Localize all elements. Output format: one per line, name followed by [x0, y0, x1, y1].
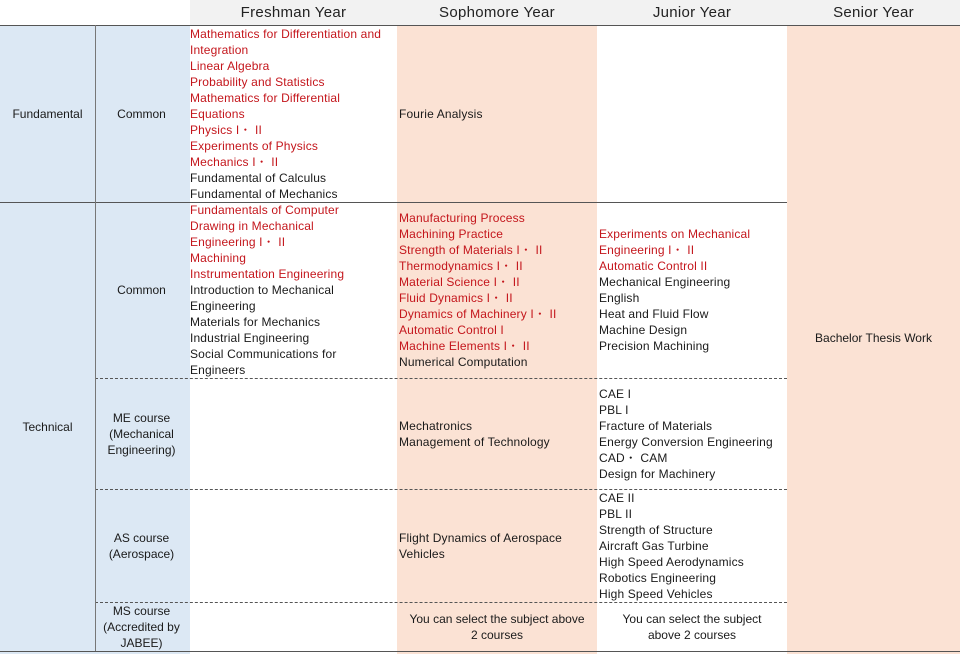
course-subject: Precision Machining — [599, 339, 710, 353]
course-subject: CAD・ CAM — [599, 450, 668, 465]
course-subject: Management of Technology — [399, 434, 550, 449]
course-subject: PBL II — [599, 506, 633, 521]
course-subject: Machine Design — [599, 323, 688, 337]
course-subject: Heat and Fluid Flow — [599, 307, 709, 321]
ms-course-sophomore-note: You can select the subject above 2 courses — [409, 611, 585, 642]
course-subject: Fundamental of Calculus — [190, 170, 327, 185]
course-subject: High Speed Vehicles — [599, 586, 713, 601]
header-freshman: Freshman Year — [190, 0, 397, 25]
course-subject: Engineering I・ II — [599, 243, 695, 257]
course-subject: Material Science I・ II — [399, 275, 520, 289]
course-subject: Manufacturing Process — [399, 211, 525, 225]
course-subject: Mechatronics — [399, 418, 473, 433]
course-subject: Machining — [190, 251, 247, 265]
course-subject: Linear Algebra — [190, 58, 270, 73]
me-course-sophomore — [397, 378, 597, 489]
course-subject: Introduction to Mechanical — [190, 283, 334, 297]
course-subject: Thermodynamics I・ II — [399, 259, 523, 273]
course-subject: Design for Machinery — [599, 466, 716, 481]
course-subject: CAE I — [599, 386, 632, 401]
course-subject: English — [599, 291, 640, 305]
course-subject: Experiments of Physics — [190, 138, 319, 153]
course-subject: Robotics Engineering — [599, 570, 717, 585]
course-subject: Energy Conversion Engineering — [599, 434, 773, 449]
course-subject: Industrial Engineering — [190, 331, 310, 345]
course-subject: CAE II — [599, 490, 635, 505]
course-subject: Fundamental of Mechanics — [190, 186, 338, 201]
course-subject: High Speed Aerodynamics — [599, 554, 744, 569]
course-subject: Strength of Materials I・ II — [399, 243, 543, 257]
course-subject: Mechanics I・ II — [190, 154, 279, 169]
course-subject: Automatic Control I — [399, 323, 504, 337]
course-subject: PBL I — [599, 402, 629, 417]
course-subject: Probability and Statistics — [190, 74, 325, 89]
course-subject: Physics I・ II — [190, 122, 262, 137]
subcategory-technical-common: Common — [117, 283, 166, 297]
fundamental-common-sophomore — [397, 25, 597, 202]
course-subject: Social Communications for — [190, 347, 337, 361]
course-subject: Fourie Analysis — [399, 106, 483, 121]
course-subject: Engineering — [190, 299, 256, 313]
course-subject: Dynamics of Machinery I・ II — [399, 307, 557, 321]
rule-bottom — [0, 651, 960, 652]
header-junior: Junior Year — [597, 0, 787, 25]
course-subject: Aircraft Gas Turbine — [599, 538, 709, 553]
course-subject: Machine Elements I・ II — [399, 339, 530, 353]
course-subject: Experiments on Mechanical — [599, 227, 751, 241]
technical-common-freshman — [188, 202, 397, 378]
course-subject: Mechanical Engineering — [599, 275, 731, 289]
course-subject: Equations — [190, 106, 245, 121]
course-subject: Mathematics for Differentiation and — [190, 26, 382, 41]
header-senior: Senior Year — [787, 0, 960, 25]
course-subject: Fluid Dynamics I・ II — [399, 291, 513, 305]
course-subject: Instrumentation Engineering — [190, 267, 345, 281]
subcategory-me-course: ME course (Mechanical Engineering) — [107, 410, 176, 457]
subcategory-fundamental-common: Common — [117, 106, 166, 121]
course-subject: Flight Dynamics of Aerospace — [399, 530, 562, 545]
subcategory-as-course: AS course (Aerospace) — [108, 530, 175, 561]
course-subject: Strength of Structure — [599, 522, 713, 537]
ms-course-junior-note: You can select the subject above 2 courses — [622, 611, 762, 642]
course-subject: Engineers — [190, 363, 246, 377]
senior-thesis: Bachelor Thesis Work — [815, 331, 932, 345]
course-subject: Materials for Mechanics — [190, 315, 321, 329]
course-subject: Integration — [190, 42, 249, 57]
course-subject: Drawing in Mechanical — [190, 219, 314, 233]
course-subject: Fracture of Materials — [599, 418, 713, 433]
fundamental-common-freshman — [188, 25, 397, 202]
course-subject: Machining Practice — [399, 227, 504, 241]
course-subject: Engineering I・ II — [190, 235, 286, 249]
as-course-junior — [597, 489, 787, 602]
course-subject: Fundamentals of Computer — [190, 203, 340, 217]
me-course-junior — [597, 378, 787, 489]
header-sophomore: Sophomore Year — [397, 0, 597, 25]
category-technical: Technical — [22, 419, 73, 434]
header-row — [0, 0, 960, 25]
as-course-sophomore — [397, 489, 597, 602]
technical-common-junior — [597, 202, 787, 378]
technical-common-sophomore — [397, 202, 597, 378]
course-subject: Automatic Control II — [599, 259, 708, 273]
course-subject: Mathematics for Differential — [190, 90, 341, 105]
category-fundamental: Fundamental — [12, 106, 83, 121]
course-subject: Numerical Computation — [399, 355, 528, 369]
course-subject: Vehicles — [399, 546, 445, 561]
subcategory-ms-course: MS course (Accredited by JABEE) — [103, 603, 180, 650]
